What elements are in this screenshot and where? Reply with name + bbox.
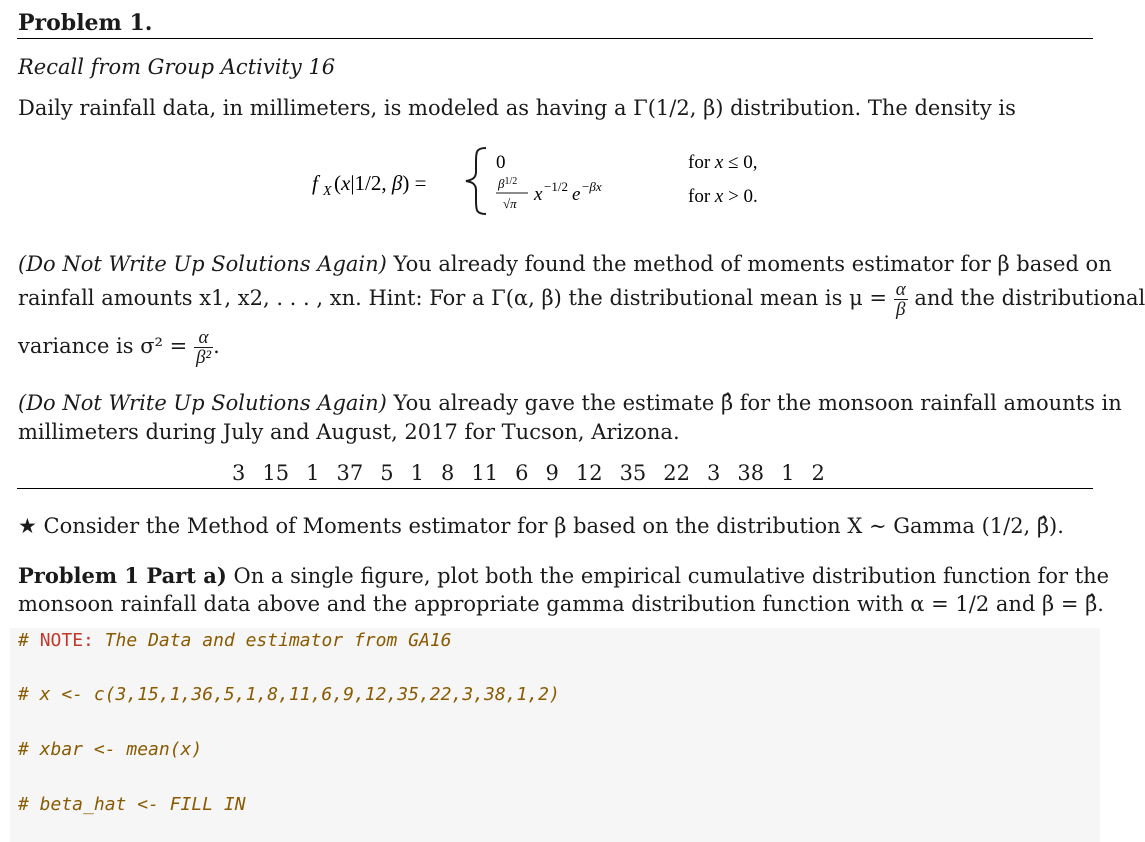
para2-line3-text: variance is σ² = [18,334,188,358]
star-statement: ★ Consider the Method of Moments estimator for β based on the distribution X ∼ Gamma (1/2, β̂). [18,514,1064,538]
rainfall-value: 5 [380,461,394,485]
svg-text:X: X [323,184,332,199]
rainfall-value: 38 [737,461,765,485]
variance-numerator: α [194,328,213,348]
rainfall-value: 6 [515,461,529,485]
intro-text: Daily rainfall data, in millimeters, is modeled as having a Γ(1/2, β) distribution. The density is [18,96,1016,120]
heading-rule [17,38,1093,39]
rainfall-value: 1 [781,461,795,485]
para3-line1-text: You already gave the estimate β̂ for the monsoon rainfall amounts in [393,391,1122,415]
svg-text:for x ≤ 0,: for x ≤ 0, [688,152,758,173]
rainfall-value: 12 [575,461,603,485]
rainfall-data-row [232,461,842,485]
svg-text:−βx: −βx [582,179,602,194]
rainfall-value: 11 [471,461,499,485]
para2-line3 [18,322,220,370]
code-line-betahat: # beta_hat <- FILL IN [18,794,246,815]
svg-text:0: 0 [496,152,506,173]
variance-denominator: β² [195,347,212,368]
para2-line1-text: You already found the method of moments estimator for β based on [393,252,1112,276]
code-hash: # [18,630,29,651]
para2-line2 [18,276,1145,320]
mean-denominator: β [895,299,906,320]
section-rule [17,488,1093,489]
rainfall-value: 22 [663,461,691,485]
problem-heading: Problem 1. [18,10,153,36]
density-equation [300,140,820,220]
rainfall-value: 37 [336,461,364,485]
svg-text:√π: √π [503,196,517,211]
svg-text:x: x [534,184,543,205]
rainfall-value: 15 [262,461,290,485]
para2-line2-suffix: and the distributional [914,286,1145,310]
svg-text:β1/2: $\beta^{1/2}$ [498,176,518,191]
para2-line3-period: . [213,334,220,358]
rainfall-value: 3 [707,461,721,485]
code-line-xbar: # xbar <- mean(x) [18,739,203,760]
recall-subheading: Recall from Group Activity 16 [18,55,336,79]
mean-numerator: α [895,279,906,300]
part-a-text: On a single figure, plot both the empirical cumulative distribution function for the [233,564,1110,588]
svg-text:−1/2: −1/2 [544,179,568,194]
code-note-keyword: NOTE: [39,630,94,651]
rainfall-value: 8 [440,461,455,485]
rainfall-value: 1 [306,461,320,485]
para2-line2-text: rainfall amounts x1, x2, . . . , xn. Hint: For a Γ(α, β) the distributional mean is μ = [18,286,888,310]
variance-fraction [194,328,213,367]
svg-text:f: f [312,171,318,195]
svg-text:for x > 0.: for x > 0. [688,186,758,207]
code-note-text: The Data and estimator from GA16 [104,630,452,651]
para3-line1 [18,391,1122,415]
mean-fraction [894,280,908,319]
para2-line1 [18,252,1112,276]
part-a-line2: monsoon rainfall data above and the appropriate gamma distribution function with α = 1/2 and β = β̂. [18,592,1104,616]
rainfall-value: 3 [232,461,246,485]
rainfall-value: 9 [545,461,559,485]
para2-prefix: (Do Not Write Up Solutions Again) [18,252,387,276]
part-a-label: Problem 1 Part a) [18,563,227,588]
code-line-data: # x <- c(3,15,1,36,5,1,8,11,6,9,12,35,22,3,38,1,2) [18,684,560,705]
rainfall-value: 2 [811,461,825,485]
para3-line2: millimeters during July and August, 2017 for Tucson, Arizona. [18,420,680,444]
part-a-line1 [18,563,1109,588]
rainfall-value: 35 [619,461,647,485]
svg-text:(x|1/2, β) =: (x|1/2, β) = [334,171,427,195]
svg-text:e: e [572,184,581,205]
para3-prefix: (Do Not Write Up Solutions Again) [18,391,387,415]
code-line-note [18,630,452,651]
rainfall-value: 1 [410,461,424,485]
